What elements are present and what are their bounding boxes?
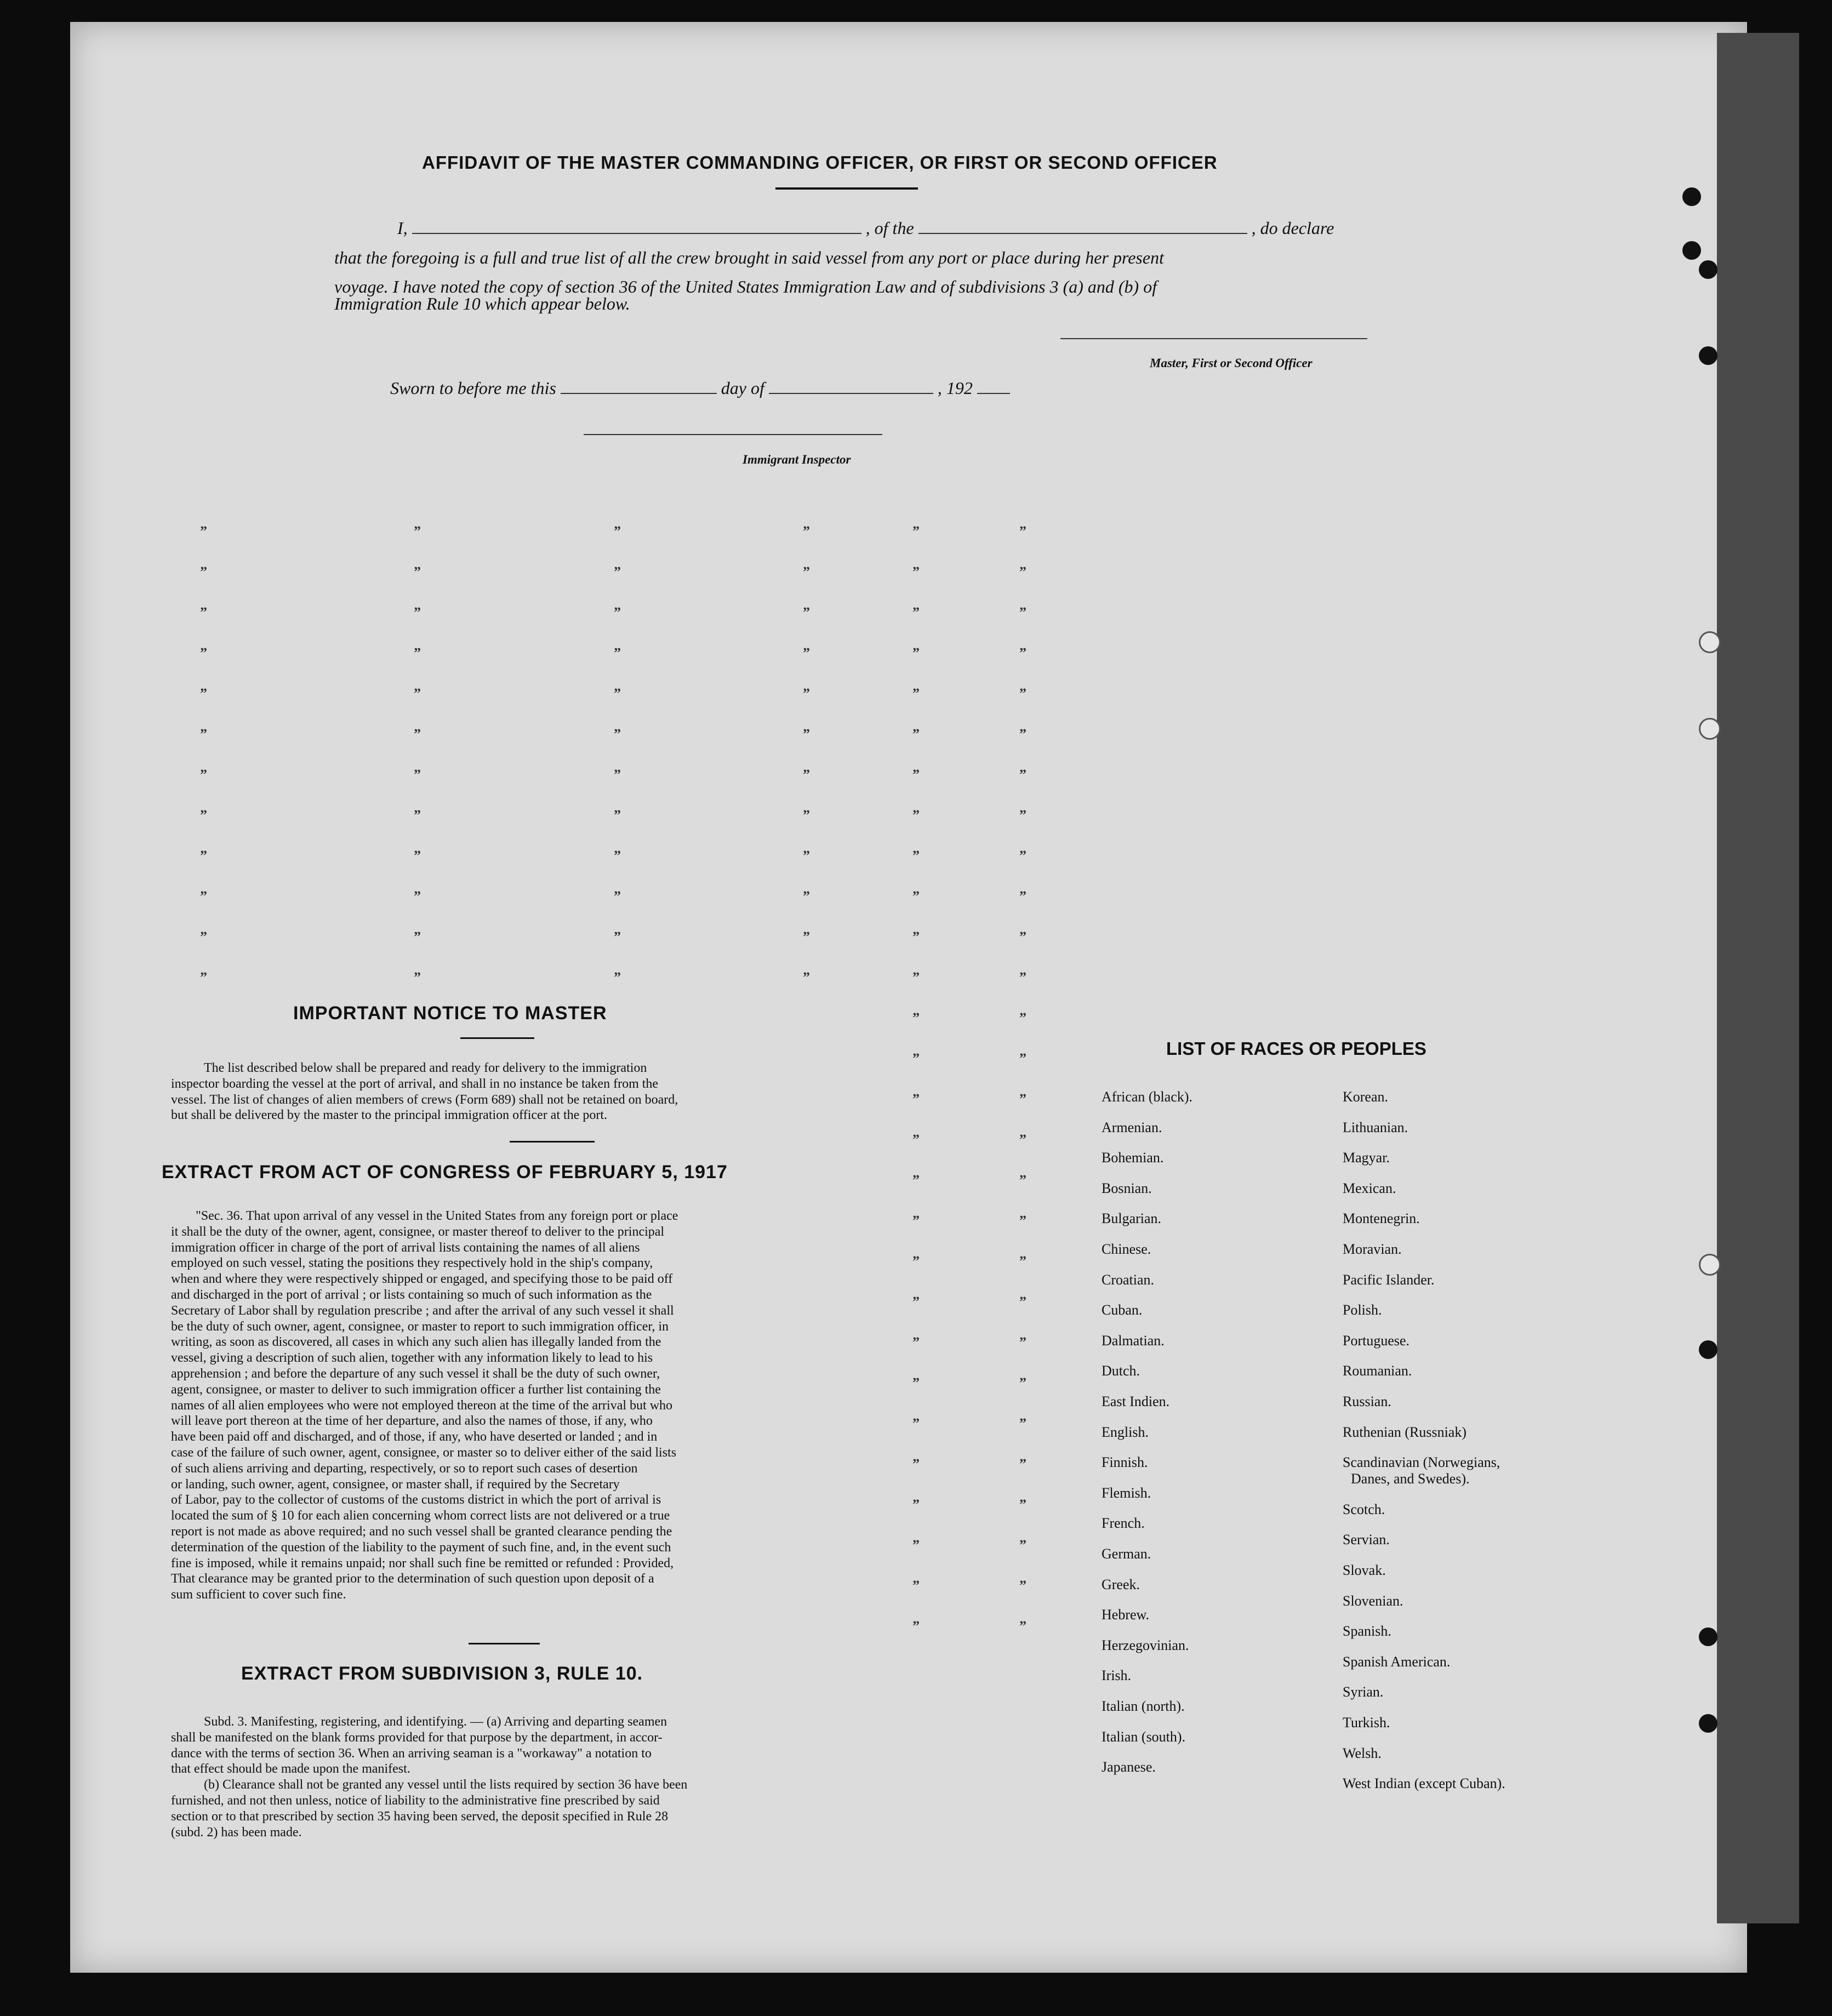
ditto-mark: ” [912, 726, 920, 742]
punch-hole [1699, 260, 1717, 279]
punch-hole [1699, 1627, 1717, 1646]
ditto-mark: ” [614, 848, 621, 864]
race-item: Spanish. [1343, 1623, 1391, 1640]
rule-title: EXTRACT FROM SUBDIVISION 3, RULE 10. [241, 1663, 643, 1684]
act-line: apprehension ; and before the departure of any such vessel it shall be the duty of such owner, [171, 1366, 660, 1381]
punch-hole [1682, 241, 1701, 260]
act-line: will leave port thereon at the time of her departure, and also the names of those, if any, who [171, 1414, 653, 1429]
rule-line: dance with the terms of section 36. When an arriving seaman is a "workaway" a notation to [171, 1746, 652, 1761]
ditto-mark: ” [912, 1010, 920, 1026]
act-body [171, 1208, 812, 1603]
act-line: be the duty of such owner, agent, consignee, or master to report to such immigration officer, in [171, 1319, 669, 1334]
ditto-mark: ” [414, 848, 421, 864]
race-item: Bosnian. [1102, 1180, 1152, 1196]
ditto-mark: ” [912, 1497, 920, 1512]
ditto-mark: ” [414, 523, 421, 539]
ditto-mark: ” [1019, 1213, 1026, 1229]
ditto-mark: ” [1019, 1132, 1026, 1147]
ditto-mark: ” [414, 969, 421, 985]
ditto-mark: ” [912, 1456, 920, 1472]
ditto-mark: ” [200, 969, 207, 985]
rule-line: (b) Clearance shall not be granted any vessel until the lists required by section 36 have been [204, 1778, 688, 1792]
ditto-mark: ” [912, 523, 920, 539]
race-item: Russian. [1343, 1394, 1391, 1409]
act-line: That clearance may be granted prior to the determination of such question upon deposit of a [171, 1572, 654, 1586]
ditto-mark: ” [912, 1618, 920, 1634]
punch-hole [1699, 1254, 1721, 1276]
act-line: fine is imposed, while it remains unpaid; nor shall such fine be remitted or refunded : Provided, [171, 1556, 674, 1570]
ditto-mark: ” [803, 686, 810, 701]
race-item: Syrian. [1343, 1684, 1384, 1700]
ditto-mark: ” [414, 929, 421, 945]
race-item: Korean. [1343, 1089, 1389, 1105]
ditto-mark: ” [912, 807, 920, 823]
punch-hole [1682, 187, 1701, 206]
race-item: English. [1102, 1424, 1149, 1440]
act-line: when and where they were respectively shipped or engaged, and specifying those to be paid off [171, 1272, 673, 1287]
ditto-mark: ” [614, 726, 621, 742]
race-item: Roumanian. [1343, 1363, 1412, 1379]
ditto-mark: ” [912, 848, 920, 864]
act-line: of Labor, pay to the collector of customs of the customs district in which the port of arrival is [171, 1493, 661, 1507]
ditto-mark: ” [200, 604, 207, 620]
ditto-mark: ” [1019, 848, 1026, 864]
ditto-mark: ” [1019, 1497, 1026, 1512]
ditto-mark: ” [614, 523, 621, 539]
ditto-mark: ” [614, 807, 621, 823]
ditto-mark: ” [1019, 929, 1026, 945]
ditto-mark: ” [200, 888, 207, 904]
master-signature-line[interactable] [1060, 338, 1367, 339]
race-item: Irish. [1102, 1667, 1132, 1684]
rule-line: furnished, and not then unless, notice of liability to the administrative fine prescribed by said [171, 1793, 660, 1808]
notice-body [171, 1060, 812, 1123]
ditto-mark: ” [1019, 1334, 1026, 1350]
race-item: East Indien. [1102, 1394, 1170, 1409]
ditto-mark: ” [803, 523, 810, 539]
act-line: determination of the question of the liability to the payment of such fine, and, in the event such [171, 1540, 671, 1555]
punch-hole [1699, 718, 1721, 740]
ditto-mark: ” [912, 564, 920, 580]
act-line: of such aliens arriving and departing, respectively, or so to report such cases of desertion [171, 1461, 638, 1476]
race-item: Italian (south). [1102, 1728, 1186, 1745]
ditto-mark: ” [1019, 1415, 1026, 1431]
master-label: Master, First or Second Officer [1150, 356, 1312, 370]
declaration-line-4: Immigration Rule 10 which appear below. [334, 294, 630, 313]
notice-line: vessel. The list of changes of alien members of crews (Form 689) shall not be retained on board, [171, 1092, 678, 1107]
ditto-mark: ” [1019, 969, 1026, 985]
ditto-mark: ” [1019, 1091, 1026, 1107]
notice-line: but shall be delivered by the master to the principal immigration officer at the port. [171, 1108, 607, 1123]
ditto-mark: ” [912, 1294, 920, 1310]
ditto-mark: ” [1019, 645, 1026, 661]
ditto-mark: ” [1019, 1253, 1026, 1269]
act-line: and discharged in the port of arrival ; or lists containing so much of such information as the [171, 1287, 652, 1302]
punch-hole [1699, 631, 1721, 653]
ditto-mark: ” [1019, 1618, 1026, 1634]
race-item: Greek. [1102, 1576, 1140, 1592]
ditto-mark: ” [912, 1213, 920, 1229]
day-blank[interactable] [561, 393, 717, 394]
ditto-mark: ” [1019, 1010, 1026, 1026]
race-item: Scotch. [1343, 1501, 1385, 1517]
ditto-mark: ” [200, 564, 207, 580]
inspector-signature-line[interactable] [584, 434, 882, 435]
ditto-mark: ” [614, 929, 621, 945]
race-item: Magyar. [1343, 1150, 1390, 1166]
ditto-mark: ” [1019, 767, 1026, 783]
act-line: vessel, giving a description of such alien, together with any information likely to lead to his [171, 1351, 653, 1366]
race-item: Bulgarian. [1102, 1210, 1162, 1227]
act-line: or landing, such owner, agent, consignee, or master shall, if required by the Secretary [171, 1477, 620, 1492]
rule-body [171, 1714, 812, 1840]
ditto-mark: ” [414, 888, 421, 904]
race-item: Mexican. [1343, 1180, 1396, 1196]
race-item: Flemish. [1102, 1484, 1151, 1501]
ditto-mark: ” [1019, 1375, 1026, 1391]
race-item: Turkish. [1343, 1715, 1390, 1731]
rule-line: section or to that prescribed by section 35 having been served, the deposit specified in Rule 28 [171, 1809, 669, 1824]
ditto-mark: ” [912, 1172, 920, 1188]
act-line: case of the failure of such owner, agent, consignee, or master so to deliver either of the said lists [171, 1445, 677, 1460]
notice-title-underline [460, 1037, 534, 1039]
race-item: Dalmatian. [1102, 1332, 1165, 1349]
rule-line: Subd. 3. Manifesting, registering, and identifying. — (a) Arriving and departing seamen [204, 1715, 667, 1729]
ditto-mark: ” [414, 686, 421, 701]
race-item: Montenegrin. [1343, 1210, 1420, 1227]
race-item: Lithuanian. [1343, 1119, 1408, 1135]
ditto-mark: ” [414, 604, 421, 620]
notice-title: IMPORTANT NOTICE TO MASTER [293, 1003, 607, 1024]
race-item: Moravian. [1343, 1241, 1402, 1257]
name-blank[interactable] [412, 233, 861, 234]
ditto-mark: ” [912, 1334, 920, 1350]
act-title: EXTRACT FROM ACT OF CONGRESS OF FEBRUARY 5, 1917 [162, 1162, 728, 1183]
affidavit-title: AFFIDAVIT OF THE MASTER COMMANDING OFFICER, OR FIRST OR SECOND OFFICER [422, 152, 1218, 173]
day-of-text: day of [721, 378, 764, 398]
race-item: Cuban. [1102, 1302, 1143, 1318]
ditto-mark: ” [414, 767, 421, 783]
ditto-mark: ” [912, 1578, 920, 1594]
ditto-mark: ” [200, 726, 207, 742]
rule-line: (subd. 2) has been made. [171, 1825, 302, 1840]
ditto-mark: ” [1019, 888, 1026, 904]
ditto-mark: ” [803, 645, 810, 661]
ditto-mark: ” [803, 807, 810, 823]
year-prefix: , 192 [937, 378, 973, 398]
ditto-mark: ” [414, 726, 421, 742]
ditto-mark: ” [614, 888, 621, 904]
vessel-blank[interactable] [918, 233, 1247, 234]
ditto-mark: ” [803, 969, 810, 985]
act-line: names of all alien employees who were not employed thereon at the time of the arrival but who [171, 1398, 673, 1413]
ditto-mark: ” [912, 1050, 920, 1066]
act-line: writing, as soon as discovered, all cases in which any such alien has illegally landed from the [171, 1335, 661, 1350]
notice-line: inspector boarding the vessel at the port of arrival, and shall in no instance be taken from the [171, 1076, 659, 1091]
act-line: have been paid off and discharged, and of those, if any, who have deserted or landed ; and in [171, 1430, 658, 1444]
race-item: Welsh. [1343, 1745, 1382, 1761]
ditto-mark: ” [1019, 523, 1026, 539]
ditto-mark: ” [912, 1253, 920, 1269]
declaration-line-3: voyage. I have noted the copy of section 36 of the United States Immigration Law and of subdivisions 3 (a) and (b) of [334, 277, 1157, 296]
ditto-mark: ” [912, 1537, 920, 1553]
month-blank[interactable] [769, 393, 933, 394]
ditto-mark: ” [414, 645, 421, 661]
act-divider [469, 1643, 540, 1644]
race-item: Slovenian. [1343, 1592, 1403, 1609]
notice-line: The list described below shall be prepared and ready for delivery to the immigration [204, 1061, 647, 1075]
act-line: "Sec. 36. That upon arrival of any vessel in the United States from any foreign port or place [196, 1209, 678, 1223]
ditto-mark: ” [912, 929, 920, 945]
act-line: agent, consignee, or master to deliver to such immigration officer a further list containing the [171, 1382, 661, 1397]
ditto-mark: ” [1019, 807, 1026, 823]
race-item: African (black). [1102, 1089, 1193, 1105]
ditto-mark: ” [1019, 1294, 1026, 1310]
ditto-mark: ” [1019, 1050, 1026, 1066]
race-item: Chinese. [1102, 1241, 1151, 1257]
act-line: report is not made as above required; and no such vessel shall be granted clearance pending the [171, 1524, 672, 1539]
rule-line: that effect should be made upon the manifest. [171, 1762, 410, 1777]
act-line: employed on such vessel, stating the positions they respectively hold in the ship's company, [171, 1256, 653, 1271]
race-item: Spanish American. [1343, 1653, 1451, 1670]
inspector-label: Immigrant Inspector [743, 453, 851, 466]
ditto-mark: ” [912, 1375, 920, 1391]
ditto-mark: ” [614, 604, 621, 620]
ditto-mark: ” [1019, 1456, 1026, 1472]
sworn-text: Sworn to before me this [390, 378, 556, 398]
rule-line: shall be manifested on the blank forms provided for that purpose by the department, in accor- [171, 1730, 663, 1745]
ditto-mark: ” [803, 888, 810, 904]
ditto-mark: ” [200, 929, 207, 945]
ditto-mark: ” [200, 686, 207, 701]
year-blank[interactable] [977, 393, 1010, 394]
act-line: immigration officer in charge of the port of arrival lists containing the names of all aliens [171, 1240, 640, 1255]
ditto-mark: ” [200, 807, 207, 823]
race-item: Armenian. [1102, 1119, 1162, 1135]
ditto-mark: ” [803, 604, 810, 620]
race-item: French. [1102, 1515, 1145, 1532]
race-item: Croatian. [1102, 1271, 1155, 1288]
declaration-do-declare: , do declare [1251, 218, 1334, 238]
ditto-mark: ” [912, 1415, 920, 1431]
ditto-mark: ” [614, 686, 621, 701]
ditto-mark: ” [614, 564, 621, 580]
act-line: it shall be the duty of the owner, agent, consignee, or master thereof to deliver to the principal [171, 1224, 665, 1239]
ditto-mark: ” [614, 767, 621, 783]
race-item: Finnish. [1102, 1454, 1148, 1471]
declaration-of-the: , of the [865, 218, 914, 238]
race-item: Slovak. [1343, 1562, 1386, 1578]
race-item: Portuguese. [1343, 1332, 1410, 1349]
ditto-mark: ” [200, 523, 207, 539]
race-item: German. [1102, 1546, 1151, 1562]
race-item: Japanese. [1102, 1759, 1156, 1775]
race-item: Herzegovinian. [1102, 1637, 1189, 1653]
ditto-mark: ” [414, 564, 421, 580]
punch-hole [1699, 346, 1717, 365]
races-title: LIST OF RACES OR PEOPLES [1166, 1038, 1426, 1059]
race-item: Dutch. [1102, 1363, 1140, 1379]
declaration-line-2: that the foregoing is a full and true list of all the crew brought in said vessel from any port or place during her present [334, 248, 1164, 267]
ditto-mark: ” [912, 767, 920, 783]
ditto-mark: ” [912, 686, 920, 701]
ditto-mark: ” [912, 1132, 920, 1147]
ditto-mark: ” [1019, 1172, 1026, 1188]
race-item: West Indian (except Cuban). [1343, 1775, 1505, 1792]
ditto-mark: ” [803, 848, 810, 864]
binding-edge [1717, 33, 1799, 1923]
ditto-mark: ” [200, 645, 207, 661]
ditto-mark: ” [614, 645, 621, 661]
race-item: Pacific Islander. [1343, 1271, 1435, 1288]
ditto-mark: ” [1019, 564, 1026, 580]
sworn-line [390, 378, 1010, 398]
ditto-mark: ” [414, 807, 421, 823]
ditto-mark: ” [200, 767, 207, 783]
declaration-line-1 [397, 218, 1334, 238]
ditto-mark: ” [912, 888, 920, 904]
race-item: Hebrew. [1102, 1607, 1150, 1623]
ditto-mark: ” [912, 1091, 920, 1107]
ditto-mark: ” [803, 767, 810, 783]
ditto-mark: ” [1019, 1578, 1026, 1594]
title-underline [775, 187, 918, 190]
ditto-mark: ” [912, 969, 920, 985]
ditto-mark: ” [1019, 1537, 1026, 1553]
race-item: Danes, and Swedes). [1351, 1471, 1470, 1487]
race-item: Servian. [1343, 1532, 1390, 1548]
race-item: Italian (north). [1102, 1698, 1185, 1714]
race-item: Ruthenian (Russniak) [1343, 1424, 1467, 1440]
race-item: Scandinavian (Norwegians, [1343, 1454, 1500, 1471]
ditto-mark: ” [803, 564, 810, 580]
ditto-mark: ” [1019, 604, 1026, 620]
ditto-mark: ” [912, 604, 920, 620]
punch-hole [1699, 1340, 1717, 1359]
ditto-mark: ” [912, 645, 920, 661]
ditto-mark: ” [803, 726, 810, 742]
act-line: sum sufficient to cover such fine. [171, 1587, 346, 1602]
act-line: located the sum of § 10 for each alien concerning whom correct lists are not delivered or a true [171, 1509, 670, 1523]
ditto-mark: ” [803, 929, 810, 945]
ditto-mark: ” [200, 848, 207, 864]
ditto-mark: ” [614, 969, 621, 985]
act-line: Secretary of Labor shall by regulation prescribe ; and after the arrival of any such vessel it shall [171, 1303, 674, 1318]
ditto-mark: ” [1019, 686, 1026, 701]
notice-divider [510, 1141, 595, 1143]
race-item: Polish. [1343, 1302, 1382, 1318]
declaration-i: I, [397, 218, 408, 238]
punch-hole [1699, 1714, 1717, 1733]
ditto-mark: ” [1019, 726, 1026, 742]
race-item: Bohemian. [1102, 1150, 1164, 1166]
